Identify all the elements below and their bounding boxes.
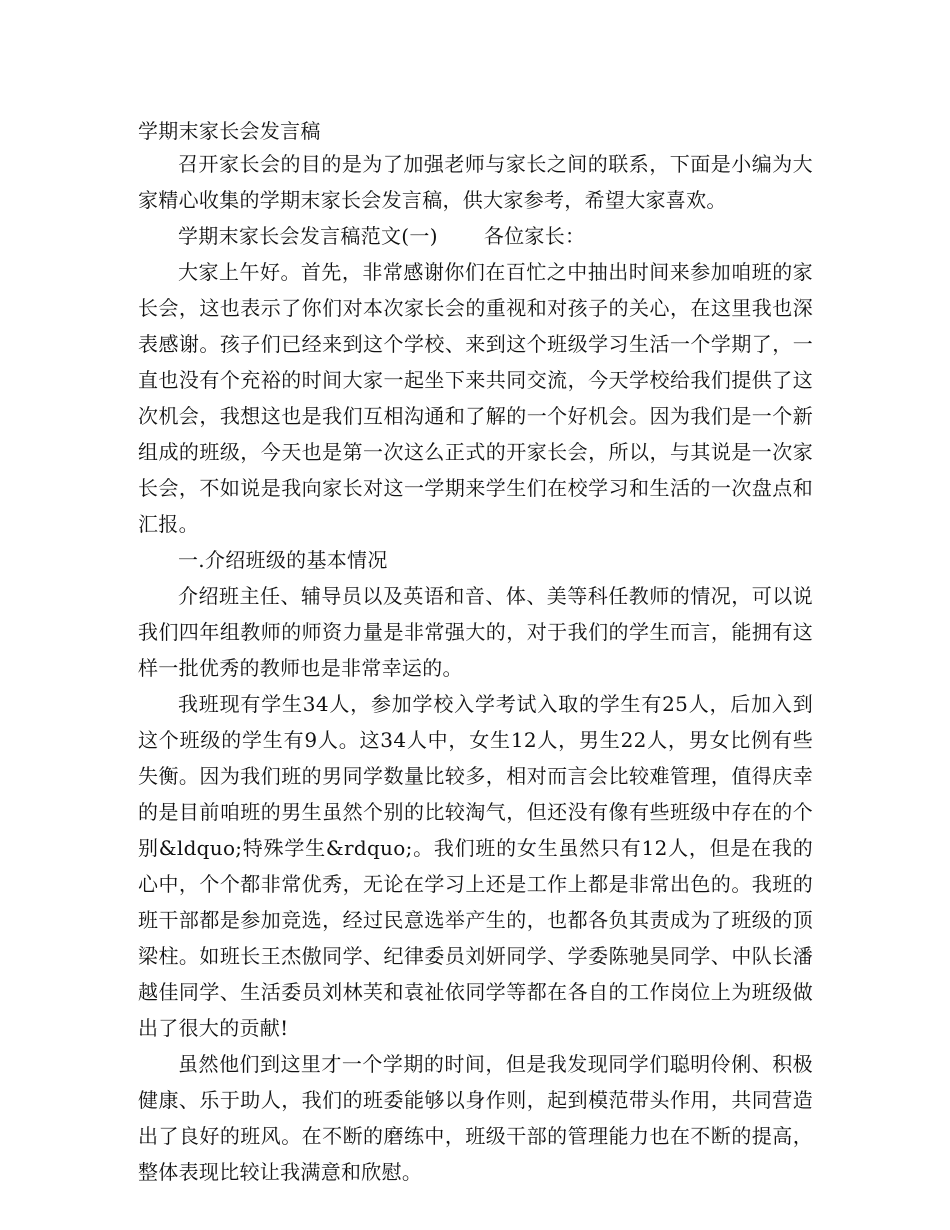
greeting: 各位家长： <box>483 224 586 248</box>
students-paragraph: 我班现有学生34人，参加学校入学考试入取的学生有25人，后加入到这个班级的学生有9人。这34人中，女生12人，男生22人，男女比例有些失衡。因为我们班的男同学数量比较多，相对而言会比较难管理，值得庆幸的是目前咱班的男生虽然个别的比较淘气，但还没有像有些班级中存在的个别&ldquo;特殊学生&rdquo;。我们班的女生虽然只有12人，但是在我的心中，个个都非常优秀，无论在学习上还是工作上都是非常出色的。我班的班干部都是参加竞选，经过民意选举产生的，也都各负其责成为了班级的顶梁柱。如班长王杰傲同学、纪律委员刘妍同学、学委陈驰昊同学、中队长潘越佳同学、生活委员刘林芙和袁祉依同学等都在各自的工作岗位上为班级做出了很大的贡献! <box>138 692 813 1040</box>
document-page <box>138 116 813 1190</box>
teachers-paragraph: 介绍班主任、辅导员以及英语和音、体、美等科任教师的情况，可以说我们四年组教师的师资力量是非常强大的，对于我们的学生而言，能拥有这样一批优秀的教师也是非常幸运的。 <box>138 584 813 680</box>
opening-paragraph: 大家上午好。首先，非常感谢你们在百忙之中抽出时间来参加咱班的家长会，这也表示了你们对本次家长会的重视和对孩子的关心，在这里我也深表感谢。孩子们已经来到这个学校、来到这个班级学习生活一个学期了，一直也没有个充裕的时间大家一起坐下来共同交流，今天学校给我们提供了这次机会，我想这也是我们互相沟通和了解的一个好机会。因为我们是一个新组成的班级，今天也是第一次这么正式的开家长会，所以，与其说是一次家长会，不如说是我向家长对这一学期来学生们在校学习和生活的一次盘点和汇报。 <box>138 260 813 536</box>
intro-paragraph: 召开家长会的目的是为了加强老师与家长之间的联系，下面是小编为大家精心收集的学期末家长会发言稿，供大家参考，希望大家喜欢。 <box>138 152 813 212</box>
sample-heading-line <box>138 218 813 254</box>
sample-heading: 学期末家长会发言稿范文(一) <box>178 224 438 248</box>
section-heading: 一.介绍班级的基本情况 <box>178 548 388 572</box>
class-style-paragraph: 虽然他们到这里才一个学期的时间，但是我发现同学们聪明伶俐、积极健康、乐于助人，我们的班委能够以身作则，起到模范带头作用，共同营造出了良好的班风。在不断的磨练中，班级干部的管理能力也在不断的提高，整体表现比较让我满意和欣慰。 <box>138 1052 813 1184</box>
document-title: 学期末家长会发言稿 <box>138 119 321 143</box>
